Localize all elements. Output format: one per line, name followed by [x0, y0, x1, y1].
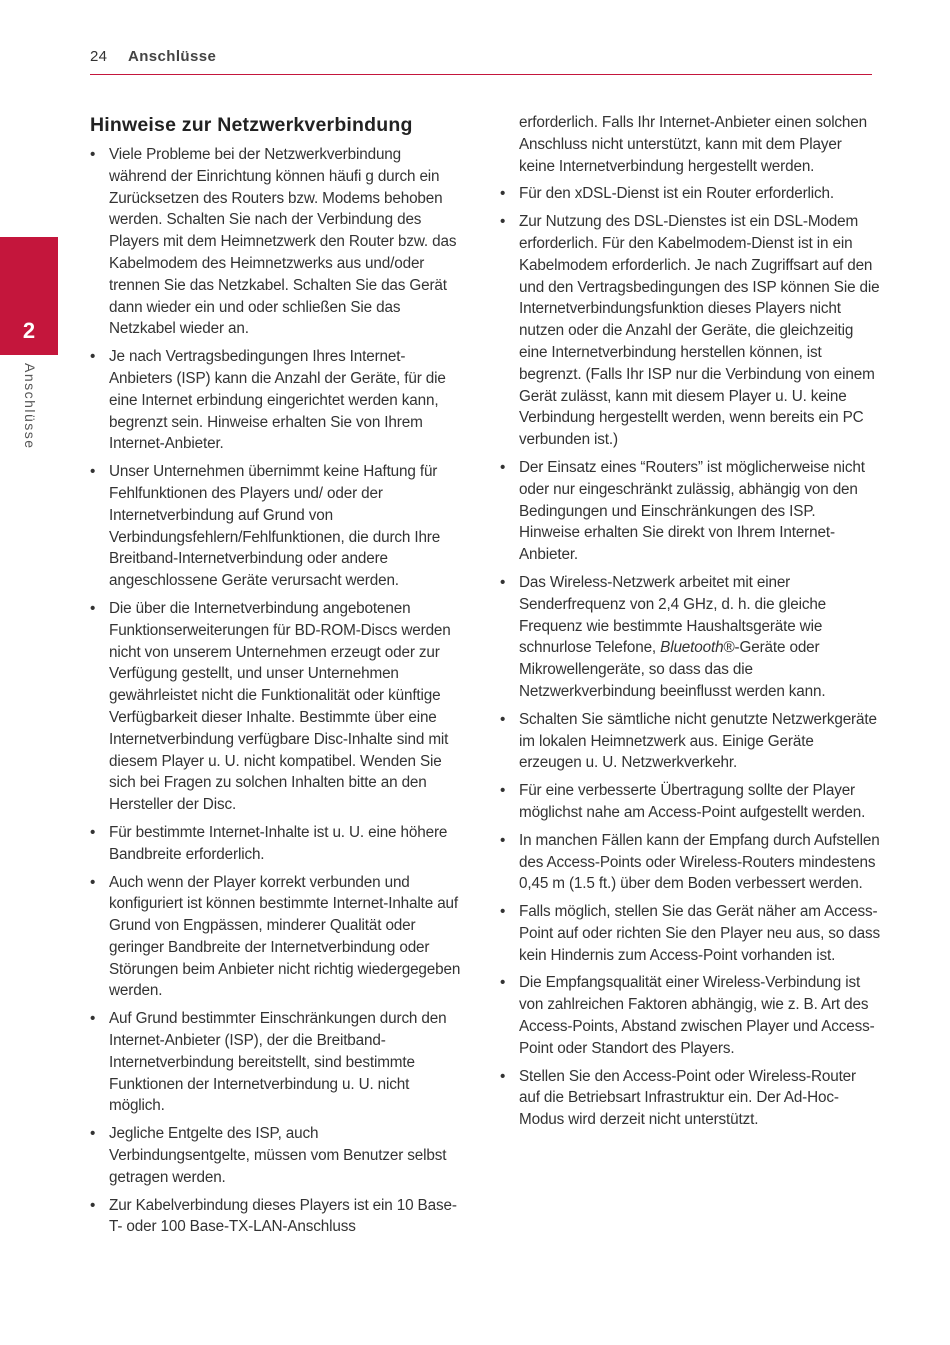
list-item [90, 346, 462, 455]
list-item-text-after: ®-Geräte oder Mikrowellengeräte, so dass das die Netzwerkverbindung beeinflusst werden kann. [519, 639, 826, 700]
list-item-text: Auf Grund bestimmter Einschränkungen durch den Internet-Anbieter (ISP), der die Breitband-Internetverbindung bereitstellt, sind bestimmte Funktionen der Internetverbindung u. U. nicht möglich. [109, 1010, 447, 1115]
list-item-text: Die über die Internetverbindung angebotenen Funktionserweiterungen für BD-ROM-Discs werden nicht von unserem Unternehmen erzeugt oder zur Verfügung gestellt, und unser Unternehmen gewährleistet nicht die Funktionalität oder künftige Verfügbarkeit dieser Inhalte. Bestimmte über eine Internetverbindung verfügbare Disc-Inhalte sind mit diesem Player u. U. nicht kompatibel. Wenden Sie sich bei Fragen zu solchen Inhalten bitte an den Hersteller der Disc. [109, 599, 451, 814]
bullet-icon: • [500, 213, 506, 231]
bullet-icon: • [500, 903, 506, 921]
section-title: Anschlüsse [128, 48, 217, 65]
bluetooth-term: Bluetooth [660, 639, 724, 657]
list-item-text: Falls möglich, stellen Sie das Gerät näher am Access-Point auf oder richten Sie den Player neu aus, so dass kein Hindernis zum Access-Point vorhanden ist. [519, 903, 880, 964]
bullet-icon: • [500, 974, 506, 992]
list-item-wireless [500, 572, 880, 703]
list-item [90, 598, 462, 816]
list-item [500, 972, 880, 1059]
list-item [90, 872, 462, 1003]
bullet-icon: • [90, 348, 96, 366]
page-header [90, 48, 872, 75]
bullet-icon: • [500, 831, 506, 849]
list-item [500, 183, 880, 205]
list-item-text: Zur Nutzung des DSL-Dienstes ist ein DSL-Modem erforderlich. Für den Kabelmodem-Dienst ist in ein Kabelmodem erforderlich. Je nach Zugriffsart auf den und den Vertragsbedingungen des ISP können Sie die Internetverbindungsfunktion dieses Players nicht nutzen oder die Anzahl der Geräte, die gleichzeitig eine Internetverbindung herstellen können, ist begrenzt. (Falls Ihr ISP nur die Verbindung von einem Gerät zulässt, kann mit diesem Player u. U. keine Verbindung hergestellt werden, wenn bereits ein PC verbunden ist.) [519, 213, 880, 449]
section-heading: Hinweise zur Netzwerkverbindung [90, 114, 413, 136]
page-number: 24 [90, 48, 108, 65]
list-item-text: Die Empfangsqualität einer Wireless-Verbindung ist von zahlreichen Faktoren abhängig, wie z. B. Art des Access-Points, Abstand zwischen Player und Access-Point oder Standort des Players. [519, 974, 875, 1057]
list-item-text: Für bestimmte Internet-Inhalte ist u. U. eine höhere Bandbreite erforderlich. [109, 823, 448, 863]
list-item-text: Stellen Sie den Access-Point oder Wireless-Router auf die Betriebsart Infrastruktur ein. Der Ad-Hoc-Modus wird derzeit nicht unterstützt. [519, 1067, 856, 1129]
list-item-text: In manchen Fällen kann der Empfang durch Aufstellen des Access-Points oder Wireless-Routers mindestens 0,45 m (1.5 ft.) über dem Boden verbessert werden. [519, 831, 880, 893]
list-item [500, 211, 880, 451]
chapter-number: 2 [22, 318, 36, 343]
bullet-icon: • [90, 463, 96, 481]
list-item [90, 1123, 462, 1188]
list-item-text: Für eine verbesserte Übertragung sollte der Player möglichst nahe am Access-Point aufgestellt werden. [519, 782, 866, 821]
bullet-icon: • [500, 782, 506, 800]
list-item [90, 1195, 462, 1239]
list-item [500, 780, 880, 824]
list-item [500, 1066, 880, 1131]
list-item-text-before: Das Wireless-Netzwerk arbeitet mit einer Senderfrequenz von 2,4 GHz, d. h. die gleiche Frequenz wie bestimmte Haushaltsgeräte wie schnurlose Telefone, [519, 573, 827, 657]
left-bullet-list [90, 144, 462, 1238]
bullet-icon: • [500, 185, 506, 203]
bullet-icon: • [500, 458, 506, 476]
list-item [500, 709, 880, 774]
bullet-icon: • [90, 599, 96, 617]
list-item-text: Auch wenn der Player korrekt verbunden und konfiguriert ist können bestimmte Internet-Inhalte auf Grund von Engpässen, minderer Qualität oder geringer Bandbreite der Internetverbindung oder Störungen beim Anbieter nicht richtig wiedergegeben werden. [109, 873, 461, 1000]
continued-paragraph: erforderlich. Falls Ihr Internet-Anbieter einen solchen Anschluss nicht unterstützt, kann mit dem Player keine Internetverbindung hergestellt werden. [519, 114, 868, 175]
chapter-label: Anschlüsse [22, 363, 38, 450]
list-item [500, 901, 880, 966]
right-column [500, 112, 880, 1137]
bullet-icon: • [90, 823, 96, 841]
list-item-text: Der Einsatz eines “Routers” ist möglicherweise nicht oder nur eingeschränkt zulässig, abhängig von den Bedingungen und Einschränkungen des ISP. Hinweise erhalten Sie direkt von Ihrem Internet-Anbieter. [519, 458, 865, 564]
right-bullet-list [500, 183, 880, 1131]
left-column [90, 112, 462, 1244]
list-item [90, 144, 462, 340]
bullet-icon: • [90, 1196, 96, 1214]
bullet-icon: • [90, 1010, 96, 1028]
list-item [90, 461, 462, 592]
list-item-text: Je nach Vertragsbedingungen Ihres Internet-Anbieters (ISP) kann die Anzahl der Geräte, für die eine Internet erbindung eingerichtet werden kann, begrenzt sein. Hinweise erhalten Sie von Ihrem Internet-Anbieter. [109, 348, 446, 453]
list-item-text: Zur Kabelverbindung dieses Players ist ein 10 Base-T- oder 100 Base-TX-LAN-Anschluss [109, 1196, 457, 1236]
list-item-text: Jegliche Entgelte des ISP, auch Verbindungsentgelte, müssen vom Benutzer selbst getragen werden. [109, 1125, 447, 1186]
list-item [90, 822, 462, 866]
list-item [500, 830, 880, 895]
bullet-icon: • [500, 710, 506, 728]
list-item [500, 457, 880, 566]
list-item-text: Für den xDSL-Dienst ist ein Router erforderlich. [519, 185, 835, 203]
list-item-text: Unser Unternehmen übernimmt keine Haftung für Fehlfunktionen des Players und/ oder der Internetverbindung auf Grund von Verbindungsfehlern/Fehlfunktionen, die durch Ihre Breitband-Internetverbindung oder andere angeschlossene Geräte verursacht werden. [109, 463, 441, 590]
bullet-icon: • [90, 146, 96, 163]
list-item-text: Viele Probleme bei der Netzwerkverbindung während der Einrichtung können häufi g durch ein Zurücksetzen des Routers bzw. Modems behoben werden. Schalten Sie nach der Verbindung des Players mit dem Heimnetzwerk den Router bzw. das Kabelmodem des Heimnetzwerks aus und/oder trennen Sie das Netzkabel. Schalten Sie das Gerät dann wieder ein und oder schließen Sie das Netzkabel wieder an. [109, 146, 457, 338]
list-item [90, 1008, 462, 1117]
list-item-text: Schalten Sie sämtliche nicht genutzte Netzwerkgeräte im lokalen Heimnetzwerk aus. Einige Geräte erzeugen u. U. Netzwerkverkehr. [519, 710, 877, 772]
bullet-icon: • [90, 1125, 96, 1143]
bullet-icon: • [500, 1067, 506, 1085]
bullet-icon: • [90, 873, 96, 891]
bullet-icon: • [500, 573, 506, 591]
